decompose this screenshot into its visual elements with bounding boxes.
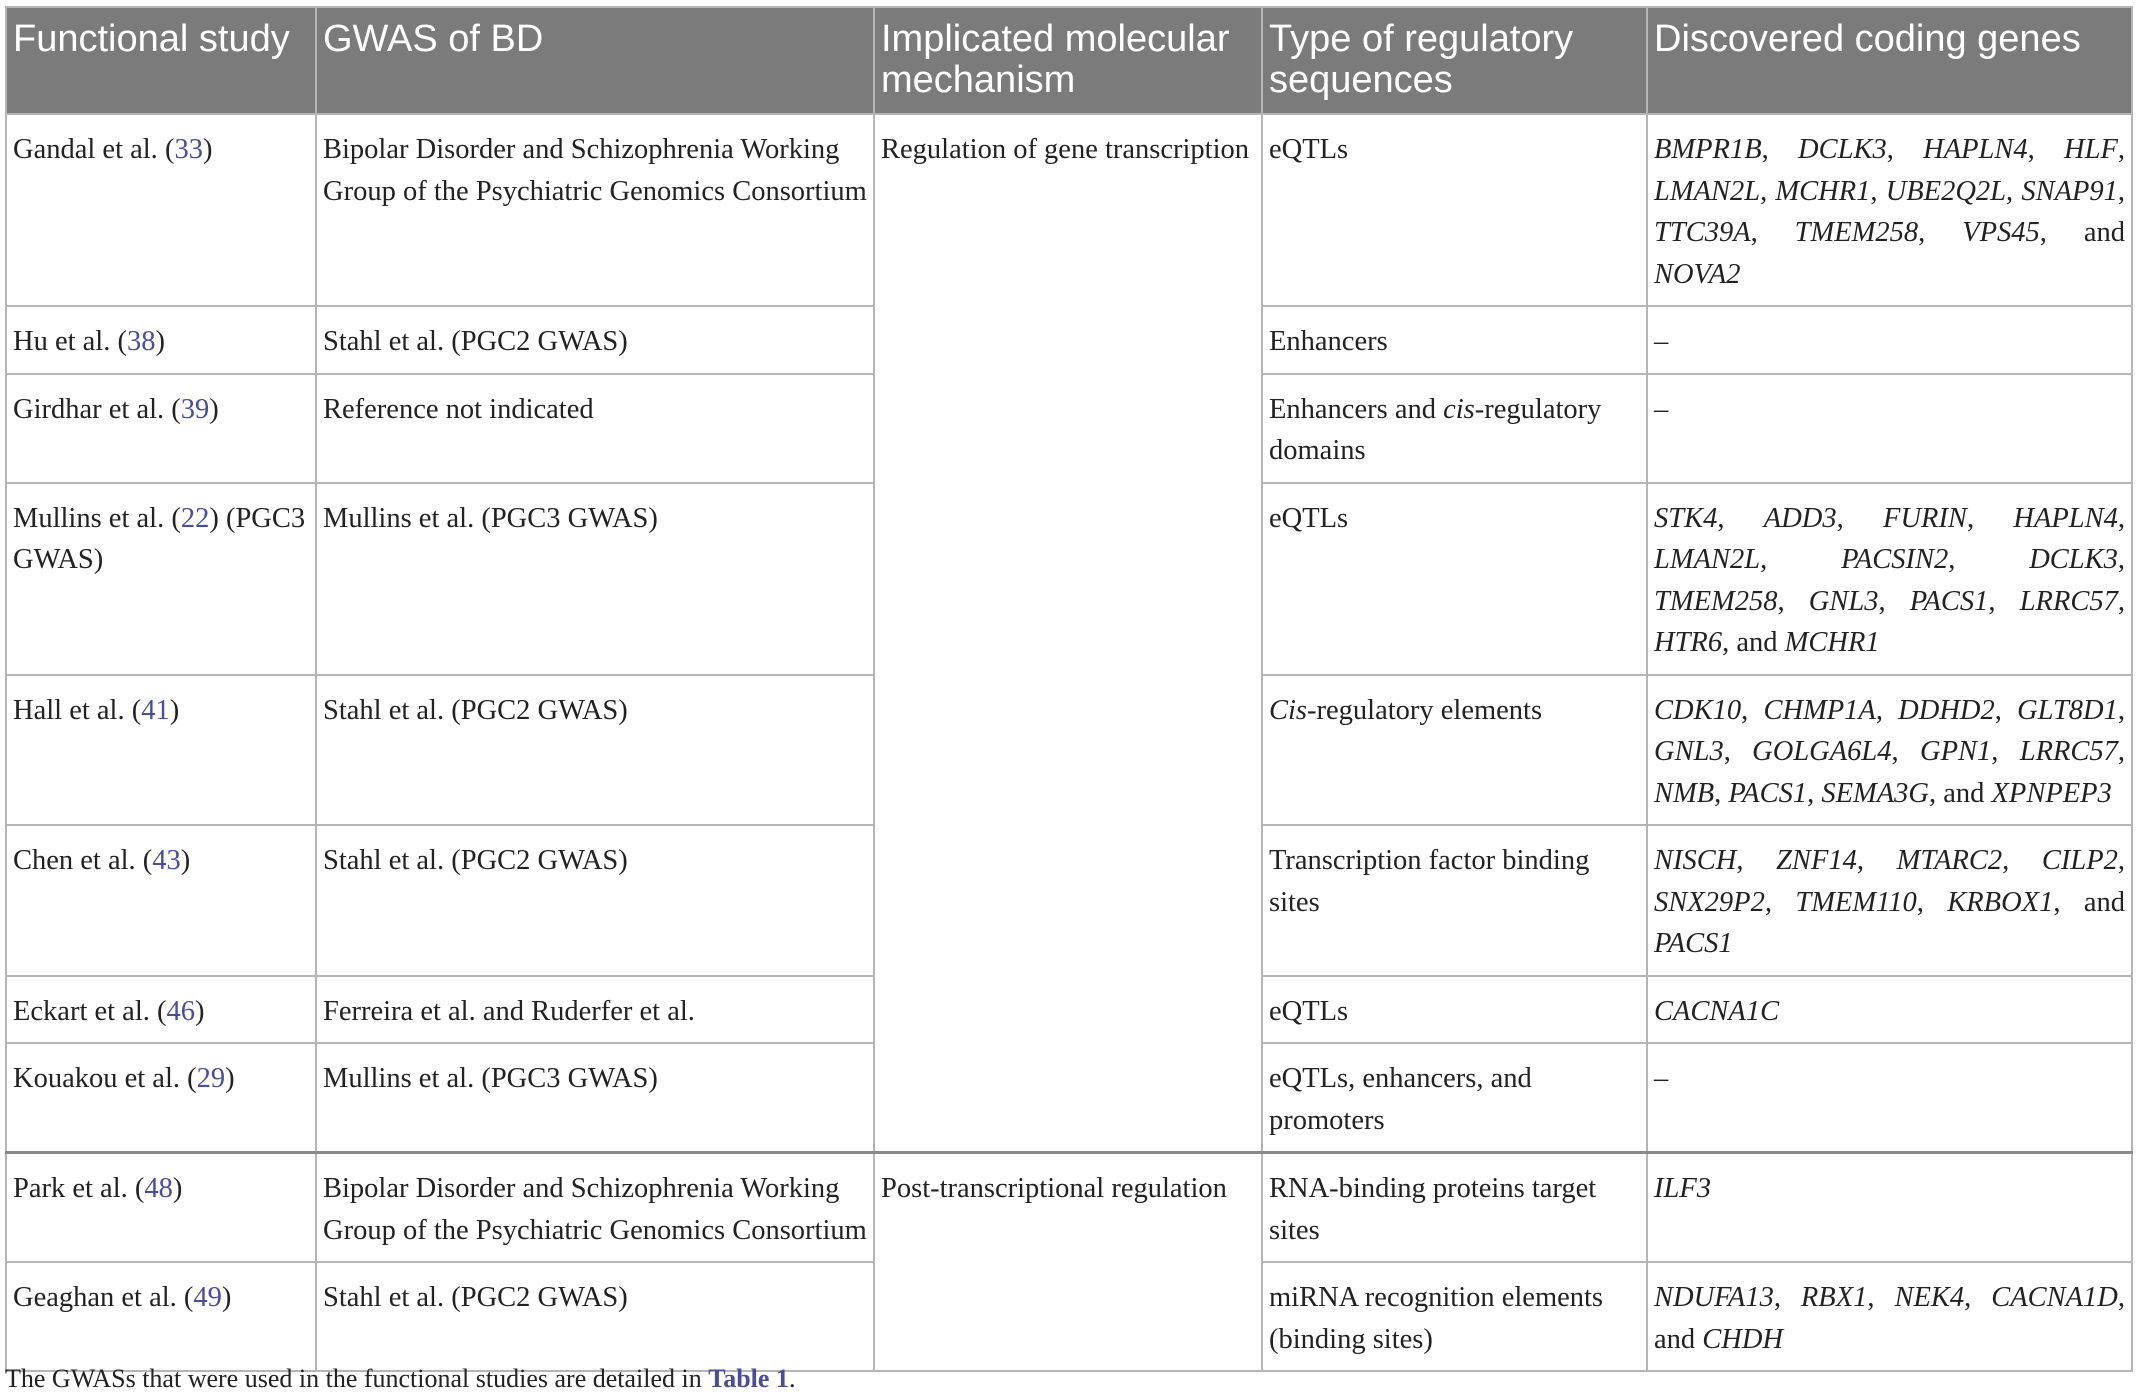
gene-symbol: VPS45 [1962,217,2040,248]
cell-gwas: Stahl et al. (PGC2 GWAS) [316,825,874,976]
reference-link[interactable]: 29 [196,1063,226,1094]
header-row [6,7,2132,114]
reference-link[interactable]: 41 [141,694,170,726]
footnote-text: The GWASs that were used in the functional studies are detailed in [5,1364,709,1393]
cell-functional-study: Girdhar et al. (39) [6,374,316,483]
cell-regulatory-sequences [1262,825,1647,976]
cell-functional-study: Park et al. (48) [6,1153,316,1263]
cell-functional-study: Kouakou et al. (29) [6,1043,316,1153]
header-coding-genes: Discovered coding genes [1647,7,2132,114]
cell-functional-study: Hu et al. (38) [6,306,316,374]
gene-symbol: STK4 [1654,502,1718,534]
cell-functional-study: Geaghan et al. (49) [6,1262,316,1371]
cell-functional-study: Mullins et al. (22) (PGC3 GWAS) [6,483,316,675]
cell-coding-genes: NISCH, ZNF14, MTARC2, CILP2, SNX29P2, TMEM110, KRBOX1, and PACS1 [1647,825,2132,976]
cell-regulatory-sequences [1262,1153,1647,1263]
gene-symbol: FURIN [1883,502,1967,534]
study-name: Geaghan et al. [13,1282,177,1313]
gene-symbol: NEK4 [1894,1282,1965,1313]
reference-link[interactable]: 38 [126,326,156,357]
gene-symbol: SEMA3G [1821,777,1929,809]
gene-symbol: XPNPEP3 [1991,777,2112,809]
gene-symbol: PACSIN2 [1841,544,1949,575]
header-gwas-of-bd: GWAS of BD [316,7,874,114]
cell-molecular-mechanism: Post-transcriptional regulation [874,1153,1262,1372]
cell-regulatory-sequences [1262,114,1647,306]
cell-coding-genes [1647,1153,2132,1263]
study-name: Mullins et al. [13,502,165,534]
table-row [6,1153,2132,1263]
gene-symbol: KRBOX1 [1947,886,2054,918]
sequence-text: eQTLs [1269,502,1349,534]
cell-coding-genes: – [1647,306,2132,374]
gene-symbol: RBX1 [1800,1282,1868,1313]
cell-regulatory-sequences [1262,483,1647,675]
sequence-italic: cis [1443,393,1475,425]
gene-symbol: LMAN2L [1654,544,1761,575]
reference-link[interactable]: 43 [152,845,181,876]
cell-gwas: Bipolar Disorder and Schizophrenia Working Group of the Psychiatric Genomics Consortium [316,1153,874,1263]
gene-symbol: CACNA1D [1991,1282,2118,1313]
gene-symbol: CACNA1C [1654,995,1780,1027]
cell-coding-genes: CDK10, CHMP1A, DDHD2, GLT8D1, GNL3, GOLGA6L4, GPN1, LRRC57, NMB, PACS1, SEMA3G, and XPNPEP3 [1647,675,2132,826]
reference-link[interactable]: 48 [144,1173,173,1204]
gene-symbol: NISCH [1654,845,1737,876]
gene-symbol: PACS1 [1654,928,1733,959]
gene-symbol: UBE2Q2L [1885,175,2007,207]
cell-gwas: Mullins et al. (PGC3 GWAS) [316,1043,874,1153]
cell-coding-genes: BMPR1B, DCLK3, HAPLN4, HLF, LMAN2L, MCHR1, UBE2Q2L, SNAP91, TTC39A, TMEM258, VPS45, and NOVA2 [1647,114,2132,306]
cell-regulatory-sequences [1262,675,1647,826]
cell-coding-genes: – [1647,374,2132,483]
cell-functional-study: Gandal et al. (33) [6,114,316,306]
gene-symbol: SNAP91 [2021,175,2118,207]
reference-link[interactable]: 39 [180,393,210,425]
cell-regulatory-sequences [1262,976,1647,1044]
gene-symbol: ILF3 [1654,1173,1711,1204]
gene-symbol: HAPLN4 [1923,134,2028,165]
cell-coding-genes: STK4, ADD3, FURIN, HAPLN4, LMAN2L, PACSIN2, DCLK3, TMEM258, GNL3, PACS1, LRRC57, HTR6, and MCHR1 [1647,483,2132,675]
cell-coding-genes [1647,976,2132,1044]
gene-symbol: DCLK3 [2029,544,2118,575]
table-footnote [5,1364,795,1394]
gene-symbol: MTARC2 [1896,845,2003,876]
study-name: Park et al. [13,1173,128,1204]
gene-symbol: MCHR1 [1775,175,1871,207]
table-row [6,114,2132,306]
sequence-text: RNA-binding proteins target sites [1269,1173,1597,1246]
sequence-text: eQTLs, enhancers, and promoters [1269,1063,1532,1136]
sequence-text: eQTLs [1269,134,1349,165]
cell-gwas: Ferreira et al. and Ruderfer et al. [316,976,874,1044]
gene-symbol: NDUFA13 [1654,1282,1774,1313]
sequence-text: Transcription factor binding sites [1269,845,1590,918]
cell-regulatory-sequences [1262,306,1647,374]
cell-gwas: Bipolar Disorder and Schizophrenia Working Group of the Psychiatric Genomics Consortium [316,114,874,306]
gene-symbol: GPN1 [1920,736,1992,767]
header-molecular-mechanism: Implicated molecular mechanism [874,7,1262,114]
sequence-italic: Cis [1269,694,1308,726]
cell-functional-study: Eckart et al. (46) [6,976,316,1044]
table-container [5,6,2131,1372]
gene-symbol: BMPR1B [1654,134,1762,165]
gene-symbol: TMEM258 [1794,217,1919,248]
header-regulatory-sequences: Type of regulatory sequences [1262,7,1647,114]
reference-link[interactable]: 22 [180,502,210,534]
cell-coding-genes: NDUFA13, RBX1, NEK4, CACNA1D, and CHDH [1647,1262,2132,1371]
sequence-suffix: -regulatory domains [1269,393,1602,466]
cell-molecular-mechanism: Regulation of gene transcription [874,114,1262,1153]
gene-symbol: CHMP1A [1763,694,1876,726]
cell-gwas: Stahl et al. (PGC2 GWAS) [316,1262,874,1371]
gene-symbol: SNX29P2 [1654,886,1765,918]
gene-symbol: LRRC57 [2019,585,2118,617]
cell-gwas: Stahl et al. (PGC2 GWAS) [316,306,874,374]
table-body [6,114,2132,1371]
cell-functional-study: Chen et al. (43) [6,825,316,976]
gene-symbol: DCLK3 [1798,134,1887,165]
header-functional-study: Functional study [6,7,316,114]
gene-symbol: TMEM258 [1654,585,1778,617]
gene-symbol: TTC39A [1654,217,1751,248]
gene-symbol: TMEM110 [1795,886,1917,918]
cell-gwas: Stahl et al. (PGC2 GWAS) [316,675,874,826]
gene-symbol: ZNF14 [1776,845,1857,876]
sequence-suffix: -regulatory elements [1307,694,1543,726]
functional-studies-table [5,6,2133,1372]
gene-symbol: HLF [2064,134,2118,165]
sequence-text: Enhancers [1269,326,1388,357]
study-name: Hu et al. [13,326,111,357]
sequence-text: Enhancers and [1269,393,1444,425]
gene-symbol: NOVA2 [1654,258,1741,290]
gene-symbol: GNL3 [1808,585,1879,617]
cell-gwas: Mullins et al. (PGC3 GWAS) [316,483,874,675]
table-1-link[interactable]: Table 1 [708,1364,789,1393]
reference-link[interactable]: 33 [174,134,203,165]
gene-symbol: LMAN2L [1654,175,1761,207]
gene-symbol: HAPLN4 [2013,502,2118,534]
study-name: Kouakou et al. [13,1063,180,1094]
reference-link[interactable]: 49 [193,1282,222,1313]
gene-symbol: MCHR1 [1784,627,1880,658]
study-name: Girdhar et al. [13,393,165,425]
cell-coding-genes: – [1647,1043,2132,1153]
sequence-text: eQTLs [1269,995,1349,1027]
gene-symbol: PACS1 [1728,777,1808,809]
sequence-text: miRNA recognition elements (binding sites) [1269,1282,1604,1355]
cell-regulatory-sequences [1262,374,1647,483]
gene-symbol: HTR6 [1654,627,1723,658]
study-name: Chen et al. [13,845,136,876]
gene-symbol: GOLGA6L4 [1752,736,1892,767]
cell-gwas: Reference not indicated [316,374,874,483]
reference-link[interactable]: 46 [166,995,196,1027]
footnote-end: . [788,1364,796,1393]
cell-regulatory-sequences [1262,1262,1647,1371]
cell-regulatory-sequences [1262,1043,1647,1153]
gene-symbol: GNL3 [1654,736,1724,767]
gene-symbol: ADD3 [1763,502,1837,534]
gene-symbol: NMB [1654,777,1715,809]
gene-symbol: PACS1 [1909,585,1989,617]
study-name: Hall et al. [13,694,125,726]
study-name: Eckart et al. [13,995,150,1027]
gene-symbol: CHDH [1702,1323,1784,1355]
study-name: Gandal et al. [13,134,158,165]
gene-symbol: GLT8D1 [2017,694,2118,726]
gene-symbol: CILP2 [2041,845,2118,876]
cell-functional-study: Hall et al. (41) [6,675,316,826]
gene-symbol: CDK10 [1654,694,1742,726]
gene-symbol: DDHD2 [1898,694,1995,726]
study-suffix: (PGC3 GWAS) [13,502,306,575]
gene-symbol: LRRC57 [2019,736,2118,767]
